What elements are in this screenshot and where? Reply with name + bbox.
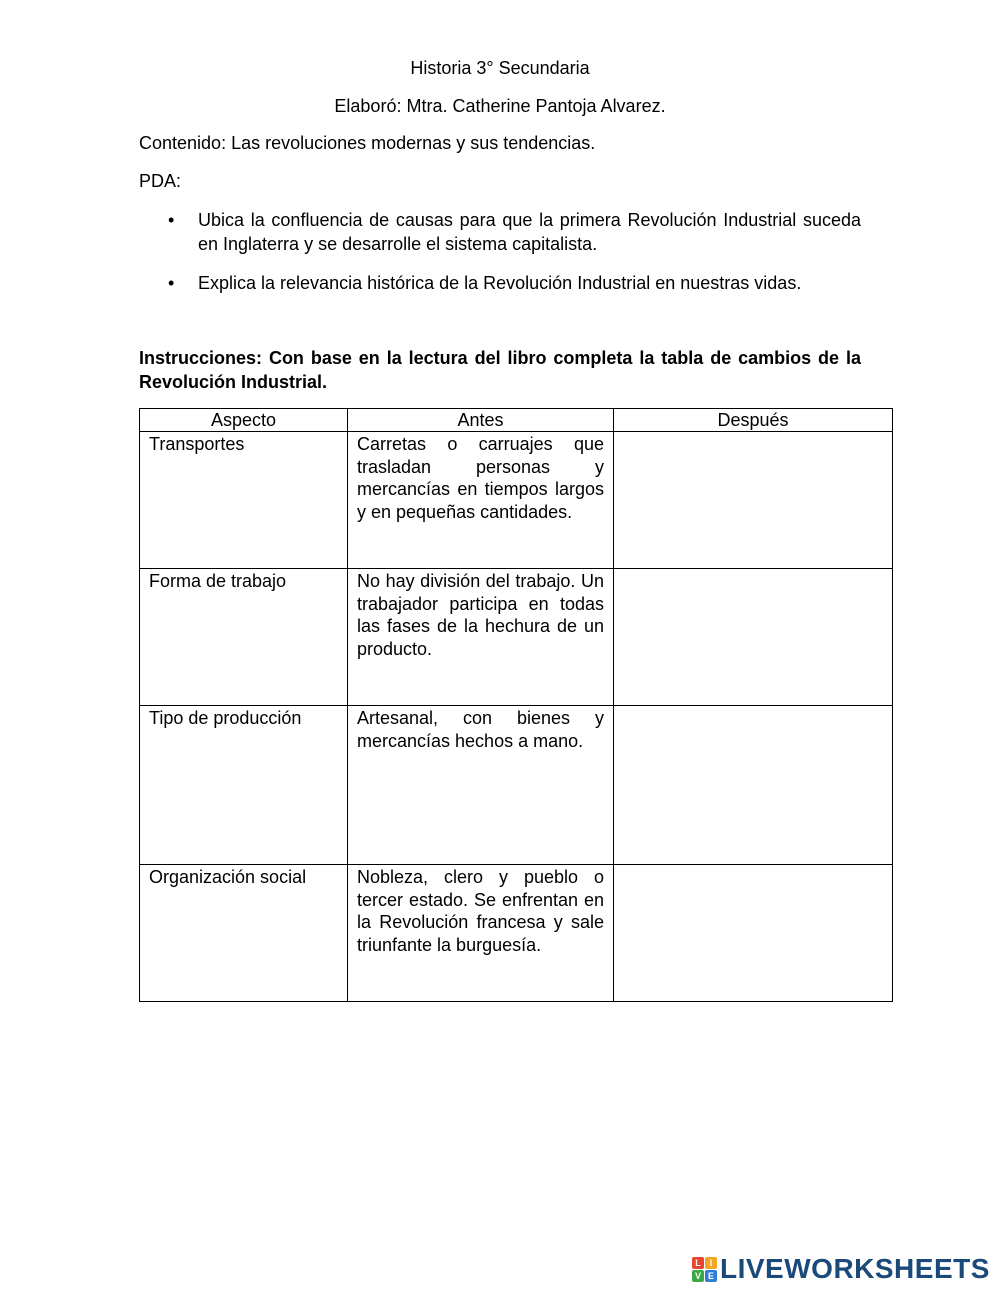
cell-aspecto: Transportes (140, 432, 348, 569)
cell-aspecto: Forma de trabajo (140, 569, 348, 706)
cell-antes: Artesanal, con bienes y mercancías hechos a mano. (348, 706, 614, 865)
pda-item-text: Ubica la confluencia de causas para que la primera Revolución Industrial suceda en Inglaterra y se desarrolle el sistema capitalista. (198, 210, 861, 254)
cell-antes: Nobleza, clero y pueblo o tercer estado. Se enfrentan en la Revolución francesa y sale triunfante la burguesía. (348, 865, 614, 1002)
header-despues: Después (614, 409, 893, 432)
logo-letter: E (705, 1270, 717, 1282)
logo-letter: V (692, 1270, 704, 1282)
cell-despues-input[interactable] (614, 432, 893, 569)
cell-aspecto: Organización social (140, 865, 348, 1002)
document-author: Elaboró: Mtra. Catherine Pantoja Alvarez. (334, 96, 666, 116)
table-row (140, 706, 893, 865)
pda-list (168, 208, 861, 310)
header-antes: Antes (348, 409, 614, 432)
pda-label: PDA: (139, 171, 182, 191)
logo-letter: L (692, 1257, 704, 1269)
table-row (140, 432, 893, 569)
table-row (140, 569, 893, 706)
cell-despues-input[interactable] (614, 706, 893, 865)
logo-mark-icon (692, 1257, 717, 1282)
cell-aspecto: Tipo de producción (140, 706, 348, 865)
header-aspecto: Aspecto (140, 409, 348, 432)
pda-item (168, 271, 861, 295)
table-header-row (140, 409, 893, 432)
bullet-icon: • (168, 210, 175, 230)
logo-text: LIVEWORKSHEETS (720, 1253, 990, 1284)
liveworksheets-logo[interactable] (692, 1252, 990, 1286)
content-line: Contenido: Las revoluciones modernas y sus tendencias. (139, 133, 596, 153)
cell-antes: Carretas o carruajes que trasladan personas y mercancías en tiempos largos y en pequeñas cantidades. (348, 432, 614, 569)
table-row (140, 865, 893, 1002)
pda-item (168, 208, 861, 256)
changes-table (139, 408, 893, 1002)
cell-despues-input[interactable] (614, 569, 893, 706)
document-title: Historia 3° Secundaria (410, 58, 590, 78)
logo-letter: I (705, 1257, 717, 1269)
bullet-icon: • (168, 273, 175, 293)
pda-item-text: Explica la relevancia histórica de la Revolución Industrial en nuestras vidas. (198, 273, 802, 293)
instructions: Instrucciones: Con base en la lectura del libro completa la tabla de cambios de la Revolución Industrial. (139, 348, 861, 392)
cell-despues-input[interactable] (614, 865, 893, 1002)
cell-antes: No hay división del trabajo. Un trabajador participa en todas las fases de la hechura de un producto. (348, 569, 614, 706)
